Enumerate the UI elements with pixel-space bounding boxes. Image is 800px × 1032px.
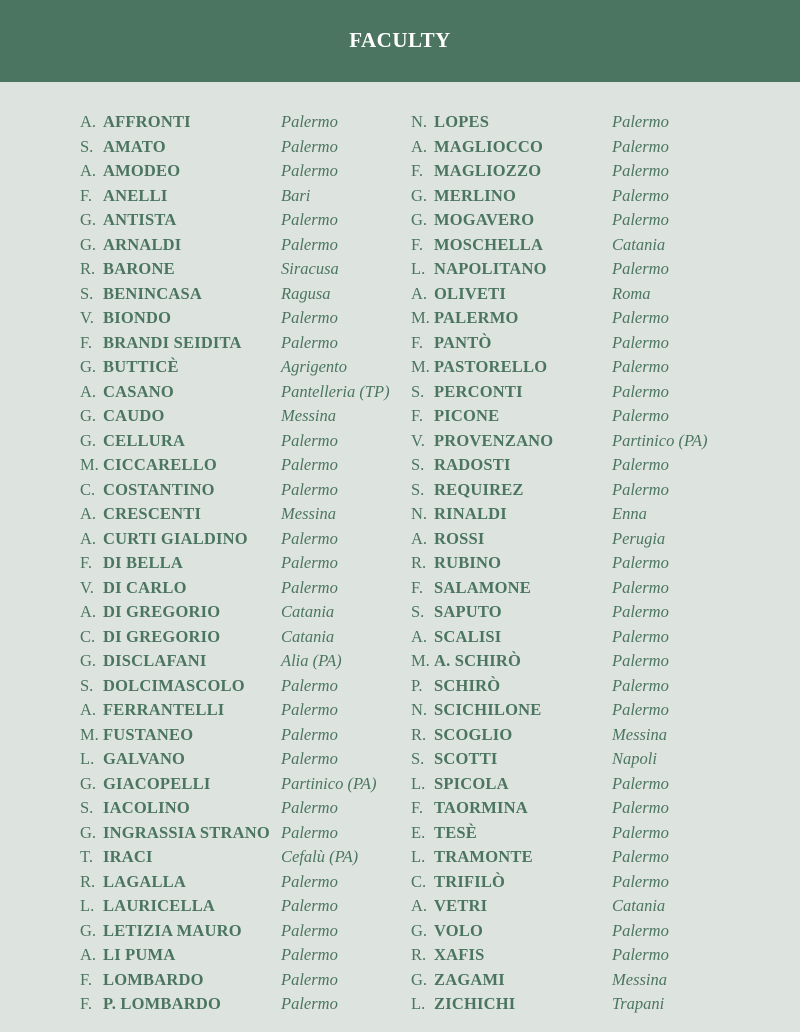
faculty-initial: N. [411,504,428,523]
faculty-initial: C. [80,479,96,499]
faculty-surname: GIACOPELLI [103,773,211,793]
faculty-city: Palermo [281,430,338,450]
faculty-city: Messina [612,969,667,989]
faculty-initial: A. [411,136,428,156]
faculty-initial: F. [80,553,92,572]
faculty-city: Palermo [612,626,669,646]
faculty-initial: M. [411,308,430,327]
faculty-city: Enna [612,504,647,523]
faculty-initial: S. [80,798,94,817]
faculty-initial: A. [411,896,428,915]
faculty-initial: A. [80,504,97,523]
faculty-initial: G. [80,406,97,425]
faculty-surname: COSTANTINO [103,479,215,499]
faculty-initial: L. [80,896,95,915]
faculty-surname: ROSSI [434,528,485,548]
faculty-initial: G. [80,773,97,793]
faculty-city: Palermo [612,161,669,180]
faculty-initial: A. [411,528,428,548]
faculty-city: Palermo [281,455,338,474]
faculty-city: Roma [612,283,651,303]
faculty-initial: L. [80,749,95,768]
faculty-initial: L. [411,847,426,866]
faculty-city: Bari [281,185,311,205]
faculty-city: Catania [281,626,335,646]
faculty-city: Partinico (PA) [281,773,377,793]
faculty-initial: A. [80,602,97,621]
faculty-city: Palermo [612,602,669,621]
faculty-surname: SCALISI [434,626,502,646]
faculty-city: Palermo [281,479,338,499]
faculty-city: Palermo [612,773,669,793]
faculty-surname: SPICOLA [434,773,509,793]
faculty-city: Palermo [281,332,338,352]
faculty-city: Palermo [612,455,669,474]
faculty-initial: G. [80,357,97,376]
faculty-initial: F. [411,406,423,425]
faculty-initial: T. [80,847,93,866]
faculty-initial: G. [411,185,428,205]
faculty-initial: F. [80,994,92,1013]
faculty-city: Palermo [612,259,669,278]
faculty-initial: F. [411,161,423,180]
faculty-initial: G. [411,210,428,229]
faculty-city: Palermo [281,871,338,891]
faculty-surname: BARONE [103,259,175,278]
faculty-city: Palermo [612,553,669,572]
faculty-surname: MERLINO [434,185,517,205]
faculty-surname: SCOGLIO [434,724,513,744]
faculty-initial: E. [411,822,426,842]
faculty-city: Palermo [612,185,669,205]
faculty-surname: DI CARLO [103,577,187,597]
faculty-surname: LOMBARDO [103,969,204,989]
faculty-surname: LAGALLA [103,871,186,891]
faculty-initial: N. [411,700,428,719]
faculty-surname: VETRI [434,896,488,915]
faculty-initial: F. [80,332,92,352]
faculty-initial: S. [411,479,425,499]
faculty-initial: G. [80,920,97,940]
faculty-surname: CELLURA [103,430,186,450]
faculty-city: Palermo [612,798,669,817]
faculty-city: Palermo [281,675,338,695]
faculty-initial: F. [411,332,423,352]
faculty-initial: R. [411,553,427,572]
faculty-city: Palermo [612,308,669,327]
faculty-initial: A. [80,700,97,719]
faculty-initial: G. [80,234,97,254]
faculty-surname: CASANO [103,381,174,401]
faculty-city: Palermo [612,136,669,156]
faculty-initial: S. [80,283,94,303]
faculty-surname: SAPUTO [434,602,502,621]
faculty-surname: FERRANTELLI [103,700,225,719]
faculty-surname: PANTÒ [434,332,492,352]
faculty-initial: A. [411,283,428,303]
faculty-city: Palermo [281,553,338,572]
faculty-surname: XAFIS [434,945,485,964]
faculty-surname: OLIVETI [434,283,507,303]
faculty-city: Ragusa [281,283,331,303]
faculty-initial: V. [80,308,94,327]
faculty-initial: S. [411,602,425,621]
faculty-city: Palermo [281,700,338,719]
faculty-initial: F. [80,185,92,205]
faculty-surname: RUBINO [434,553,502,572]
faculty-surname: CURTI GIALDINO [103,528,248,548]
faculty-initial: V. [80,577,94,597]
faculty-surname: A. SCHIRÒ [434,651,522,670]
faculty-initial: G. [80,210,97,229]
faculty-initial: R. [80,871,96,891]
faculty-surname: BRANDI SEIDITA [103,332,242,352]
faculty-surname: TRIFILÒ [434,871,506,891]
faculty-city: Agrigento [281,357,347,376]
faculty-surname: DI GREGORIO [103,626,221,646]
faculty-city: Palermo [612,381,669,401]
faculty-city: Palermo [612,700,669,719]
faculty-initial: R. [80,259,96,278]
faculty-initial: L. [411,994,426,1013]
page-title: FACULTY [349,27,451,52]
faculty-initial: G. [80,822,97,842]
faculty-initial: G. [80,430,97,450]
faculty-surname: CICCARELLO [103,455,217,474]
faculty-city: Palermo [612,577,669,597]
faculty-surname: CRESCENTI [103,504,202,523]
faculty-surname: DI BELLA [103,553,183,572]
faculty-surname: VOLO [434,920,484,940]
faculty-initial: S. [80,136,94,156]
faculty-surname: ANELLI [103,185,168,205]
faculty-city: Messina [612,724,667,744]
faculty-city: Palermo [281,308,338,327]
faculty-surname: AMODEO [103,161,181,180]
faculty-city: Palermo [281,112,338,131]
faculty-city: Catania [612,234,666,254]
faculty-initial: S. [411,455,425,474]
faculty-city: Palermo [612,406,669,425]
faculty-initial: A. [80,161,97,180]
faculty-surname: P. LOMBARDO [103,994,222,1013]
faculty-city: Palermo [281,577,338,597]
faculty-city: Palermo [612,945,669,964]
faculty-city: Palermo [281,161,338,180]
faculty-initial: L. [411,259,426,278]
faculty-city: Pantelleria (TP) [281,381,390,401]
faculty-surname: ANTISTA [103,210,177,229]
faculty-city: Palermo [612,332,669,352]
faculty-initial: M. [411,651,430,670]
faculty-city: Palermo [281,994,338,1013]
faculty-initial: G. [411,920,428,940]
faculty-city: Palermo [612,871,669,891]
faculty-city: Palermo [281,822,338,842]
faculty-surname: SCHIRÒ [434,675,501,695]
faculty-city: Palermo [281,136,338,156]
faculty-initial: A. [80,528,97,548]
faculty-city: Trapani [612,994,665,1013]
faculty-surname: SCOTTI [434,749,498,768]
faculty-city: Napoli [612,749,657,768]
faculty-initial: A. [80,945,97,964]
faculty-surname: PASTORELLO [434,357,548,376]
faculty-surname: TRAMONTE [434,847,533,866]
faculty-surname: FUSTANEO [103,724,194,744]
faculty-city: Palermo [612,210,669,229]
faculty-initial: A. [80,112,97,131]
faculty-city: Palermo [612,651,669,670]
faculty-surname: ZICHICHI [434,994,516,1013]
faculty-initial: F. [411,798,423,817]
faculty-surname: IRACI [103,847,153,866]
faculty-initial: G. [80,651,97,670]
faculty-surname: BUTTICÈ [103,357,179,376]
faculty-surname: IACOLINO [103,798,190,817]
faculty-surname: ARNALDI [103,234,182,254]
faculty-initial: S. [411,749,425,768]
faculty-city: Palermo [281,724,338,744]
faculty-city: Palermo [281,798,338,817]
faculty-initial: S. [411,381,425,401]
faculty-city: Palermo [281,749,338,768]
faculty-city: Palermo [281,969,338,989]
faculty-surname: INGRASSIA STRANO [103,822,270,842]
faculty-surname: ZAGAMI [434,969,505,989]
faculty-surname: PROVENZANO [434,430,554,450]
faculty-city: Perugia [612,528,666,548]
faculty-surname: RINALDI [434,504,507,523]
faculty-surname: AMATO [103,136,166,156]
faculty-city: Palermo [281,234,338,254]
faculty-surname: BENINCASA [103,283,202,303]
faculty-initial: F. [411,577,423,597]
faculty-initial: N. [411,112,428,131]
faculty-initial: M. [80,455,99,474]
faculty-city: Palermo [612,822,669,842]
faculty-surname: TAORMINA [434,798,528,817]
faculty-surname: SCICHILONE [434,700,542,719]
faculty-city: Messina [281,504,336,523]
faculty-surname: DOLCIMASCOLO [103,675,245,695]
faculty-initial: S. [80,675,94,695]
faculty-surname: PALERMO [434,308,519,327]
faculty-surname: LOPES [434,112,490,131]
faculty-surname: MOSCHELLA [434,234,544,254]
faculty-city: Palermo [612,479,669,499]
faculty-surname: REQUIREZ [434,479,524,499]
faculty-city: Palermo [281,528,338,548]
faculty-surname: PICONE [434,406,500,425]
faculty-surname: DI GREGORIO [103,602,221,621]
faculty-surname: GALVANO [103,749,186,768]
faculty-initial: A. [411,626,428,646]
faculty-initial: P. [411,675,423,695]
faculty-surname: MAGLIOZZO [434,161,542,180]
faculty-initial: V. [411,430,425,450]
faculty-surname: CAUDO [103,406,165,425]
faculty-city: Palermo [281,920,338,940]
faculty-surname: SALAMONE [434,577,531,597]
faculty-surname: BIONDO [103,308,172,327]
faculty-surname: TESÈ [434,822,477,842]
faculty-city: Palermo [281,210,338,229]
faculty-city: Messina [281,406,336,425]
faculty-initial: A. [80,381,97,401]
faculty-city: Palermo [612,847,669,866]
faculty-city: Palermo [612,357,669,376]
faculty-city: Palermo [612,112,669,131]
faculty-initial: M. [80,724,99,744]
faculty-initial: F. [411,234,423,254]
faculty-initial: R. [411,945,427,964]
faculty-surname: NAPOLITANO [434,259,547,278]
faculty-initial: G. [411,969,428,989]
faculty-surname: RADOSTI [434,455,511,474]
faculty-initial: R. [411,724,427,744]
faculty-city: Palermo [612,920,669,940]
faculty-city: Cefalù (PA) [281,847,359,866]
faculty-surname: AFFRONTI [103,112,191,131]
faculty-city: Catania [612,896,666,915]
faculty-city: Palermo [281,896,338,915]
faculty-initial: M. [411,357,430,376]
faculty-city: Alia (PA) [281,651,342,670]
faculty-surname: LAURICELLA [103,896,216,915]
faculty-surname: MOGAVERO [434,210,535,229]
faculty-city: Siracusa [281,259,339,278]
faculty-surname: LI PUMA [103,945,176,964]
faculty-city: Palermo [612,675,669,695]
faculty-surname: PERCONTI [434,381,523,401]
faculty-city: Catania [281,602,335,621]
faculty-surname: MAGLIOCCO [434,136,544,156]
page-header [0,0,800,82]
faculty-city: Palermo [281,945,338,964]
faculty-surname: LETIZIA MAURO [103,920,242,940]
faculty-initial: C. [411,871,427,891]
faculty-initial: F. [80,969,92,989]
faculty-initial: C. [80,626,96,646]
faculty-initial: L. [411,773,426,793]
faculty-city: Partinico (PA) [612,430,708,450]
faculty-surname: DISCLAFANI [103,651,207,670]
